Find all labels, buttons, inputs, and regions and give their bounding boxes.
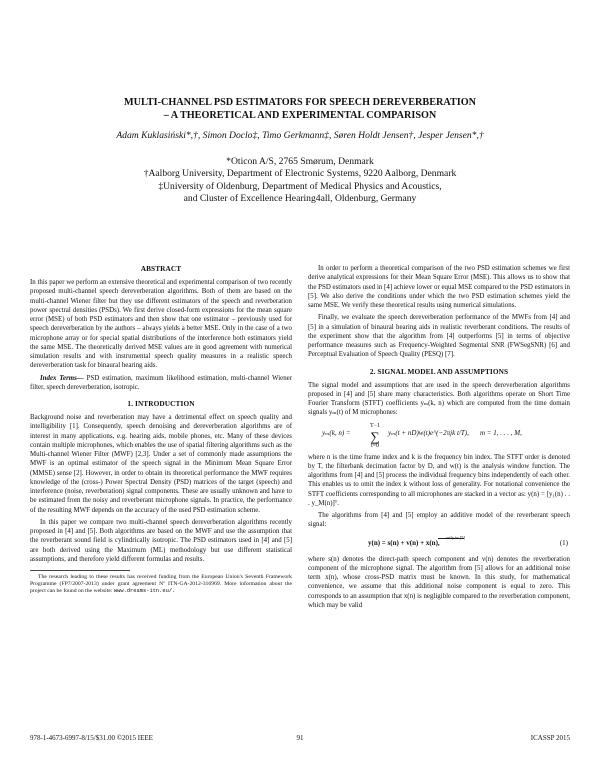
- stft-equation-rhs: yₘ(t + nD)w(t)e^(−2πjk t/T),: [388, 428, 469, 437]
- intro-paragraph-2: In this paper we compare two multi-channel speech dereverberation algorithms recently proposed in [4] and [5]. Both algorithms are based on the MWF and use the assumption that the reverberant sound field is cylindrically isotropic. The PSD estimators used in [4] and [5] are both derived using the Maximum (ML) methodology but use different statistical assumptions, and therefore yield different formulas and results.: [30, 518, 292, 563]
- sum-upper-limit: T−1: [369, 422, 381, 429]
- index-terms: [30, 374, 292, 393]
- left-column: [30, 264, 292, 599]
- index-terms-text: PSD estimation, maximum likelihood estimation, multi-channel Wiener filter, speech dereverberation, isotropic.: [30, 374, 292, 391]
- signal-model-heading: 2. SIGNAL MODEL AND ASSUMPTIONS: [369, 366, 509, 376]
- index-terms-label: Index Terms—: [40, 374, 84, 382]
- additive-model-body: y(n) = s(n) + v(n) + x(n),: [368, 538, 440, 547]
- signal-model-paragraph-1: The signal model and assumptions that are used in the speech dereverberation algorithms proposed in [4] and [5] share many characteristics. Both algorithms operate on Short Time Fourier Transform (STFT) coefficients yₘ(k, n) which are computed from the time domain signals yₘ(t) of M microphones:: [308, 381, 570, 417]
- isbn-copyright: 978-1-4673-6997-8/15/$31.00 ©2015 IEEE: [30, 734, 153, 742]
- funding-footnote: [30, 574, 292, 596]
- right-column: [308, 264, 570, 613]
- affiliation-hearing4all: and Cluster of Excellence Hearing4all, Oldenburg, Germany: [183, 193, 417, 205]
- author-list: Adam Kuklasiński*,†, Simon Doclo‡, Timo Gerkmann‡, Søren Holdt Jensen†, Jesper Jensen*,†: [116, 130, 484, 141]
- project-website-link[interactable]: www.dreams-itn.eu/.: [113, 588, 176, 595]
- comparison-paragraph: In order to perform a theoretical comparison of the two PSD estimation schemes we first derive analytical expressions for their Mean Square Error (MSE). This allows us to show that the PSD estimators used in [4] achieve lower or equal MSE compared to the PSD estimators in [5]. We also derive the conditions under which the two PSD estimation schemes yield the same MSE. We verify these theoretical results using numerical simulations.: [308, 265, 570, 309]
- paper-title: [40, 96, 560, 122]
- title-line-1: MULTI-CHANNEL PSD ESTIMATORS FOR SPEECH DEREVERBERATION: [123, 97, 476, 108]
- intro-paragraph-1: Background noise and reverberation may have a detrimental effect on speech quality and intelligibility [1]. Consequently, speech denoising and dereverberation algorithms are of interest in many applications, e.g. hearing aids, mobile phones, etc. Many of these devices contain multiple microphones, which enables the use of spatial filtering algorithms such as the Multi-channel Wiener Filter (MWF) [2,3]. Under a set of commonly made assumptions the MWF is an optimal estimator of the speech signal in the Minimum Mean Square Error (MMSE) sense [2]. However, in order to obtain its theoretical performance the MWF requires knowledge of the (cross-) Power Spectral Density (PSD) matrices of the target (speech) and interference (noise, reverberation) signal components. These are usually unknown and have to be estimated from the noisy and reverberant microphone signals. In practice, the performance of the resulting MWF depends on the accuracy of the used PSD estimation scheme.: [30, 414, 292, 514]
- equation-number: (1): [559, 538, 568, 547]
- sum-lower-limit: t=0: [370, 442, 380, 449]
- affiliations: [30, 156, 570, 206]
- affiliation-aalborg: †Aalborg University, Department of Electronic Systems, 9220 Aalborg, Denmark: [143, 168, 457, 180]
- title-line-2: – A THEORETICAL AND EXPERIMENTAL COMPARISON: [163, 110, 437, 121]
- stft-equation: [308, 422, 570, 448]
- underbrace-note: only in [5]: [446, 534, 465, 540]
- footnote-divider: [30, 570, 130, 571]
- signal-model-paragraph-4: where s(n) denotes the direct-path speech component and v(n) denotes the reverberation component of the microphone signal. The algorithm from [5] allows for an additional noise term x(n), whose cross-PSD matrix must be known. In this study, for mathematical convenience, we assume that this additional noise component is equal to zero. This corresponds to an assumption that x(n) is negligible compared to the reverberation component, which may be valid: [308, 555, 570, 609]
- abstract-text: In this paper we perform an extensive theoretical and experimental comparison of two recently proposed multi-channel speech dereverberation algorithms. Both of them are based on the multi-channel Wiener filter but they use different estimators of the speech and reverberation power spectral densities (PSDs). We first derive closed-form expressions for the mean square error (MSE) of both PSD estimators and then show that one estimator – previously used for speech dereverberation by the authors – always yields a better MSE. Only in the case of a two microphone array or for special spatial distributions of the interference both estimators yield the same MSE. The theoretically derived MSE values are in good agreement with numerical simulation results and with instrumental speech quality measures in a realistic speech dereverberation task for binaural hearing aids.: [30, 279, 292, 370]
- abstract-heading: ABSTRACT: [140, 264, 182, 273]
- summation-symbol: [365, 422, 385, 452]
- additive-model-equation: [308, 533, 570, 551]
- page-number: 91: [296, 734, 304, 742]
- page-footer: [30, 733, 570, 743]
- evaluation-paragraph: Finally, we evaluate the speech dereverberation performance of the MWFs from [4] and [5] in a simulation of binaural hearing aids in realistic reverberant conditions. The results of the experiment show that the algorithm from [4] outperforms [5] in terms of objective performance measures such as Frequency-Weighted Segmental SNR (FWSegSNR) [6] and Perceptual Evaluation of Speech Quality (PESQ) [7].: [308, 314, 570, 359]
- stft-equation-range: m = 1, . . . , M,: [480, 428, 522, 437]
- overbrace-line: [438, 538, 464, 539]
- signal-model-paragraph-2: where n is the time frame index and k is the frequency bin index. The STFT order is denoted by T, the filterbank decimation factor by D, and w(t) is the analysis window function. The algorithms from [4] and [5] process the individual frequency bins independently of each other. This enables us to omit the index k without loss of generality. For notational convenience the STFT coefficients corresponding to all microphones are stacked in a vector as: y(n) = [y₁(n) . . . y_M(n)]ᵀ.: [308, 453, 570, 507]
- affiliation-oldenburg: ‡University of Oldenburg, Department of Medical Physics and Acoustics,: [158, 180, 442, 192]
- conference-name: ICASSP 2015: [530, 734, 570, 742]
- signal-model-paragraph-3: The algorithms from [4] and [5] employ an additive model of the reverberant speech signal:: [308, 512, 570, 529]
- affiliation-oticon: *Oticon A/S, 2765 Smørum, Denmark: [226, 156, 374, 167]
- stft-equation-lhs: yₘ(k, n) =: [322, 428, 351, 437]
- introduction-heading: 1. INTRODUCTION: [127, 399, 195, 408]
- sigma-icon: ∑: [370, 428, 380, 444]
- footnote-text: The research leading to these results has received funding from the European Union's Seventh Framework Programme (FP7/2007-2013) under grant agreement Nº ITN-GA-2012-316969. More information about the project can be found on the website:: [30, 574, 292, 595]
